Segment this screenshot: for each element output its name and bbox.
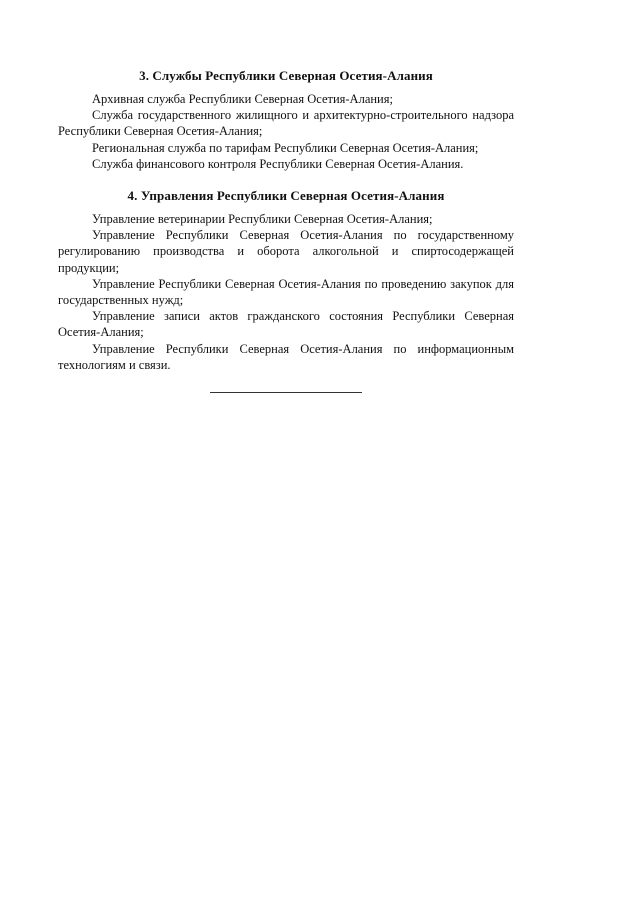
section-heading: 3. Службы Республики Северная Осетия-Алания [139, 68, 433, 83]
list-item: Региональная служба по тарифам Республики Северная Осетия-Алания; [92, 140, 479, 155]
list-item: Служба финансового контроля Республики Северная Осетия-Алания. [92, 156, 464, 171]
list-item: Управление Республики Северная Осетия-Алания по информационным технологиям и связи. [58, 341, 514, 372]
list-item: Служба государственного жилищного и архитектурно-строительного надзора Республики Северная Осетия-Алания; [58, 108, 514, 139]
list-item: Архивная служба Республики Северная Осетия-Алания; [92, 92, 393, 106]
section-departments [58, 187, 514, 373]
list-item: Управление ветеринарии Республики Северная Осетия-Алания; [92, 212, 433, 226]
list-item: Управление записи актов гражданского состояния Республики Северная Осетия-Алания; [58, 309, 514, 340]
end-divider-line [210, 392, 362, 393]
section-services [58, 67, 514, 172]
list-item: Управление Республики Северная Осетия-Алания по проведению закупок для государственных нужд; [58, 276, 514, 308]
list-item: Управление Республики Северная Осетия-Алания по государственному регулированию производства и оборота алкогольной и спиртосодержащей продукции; [58, 228, 514, 275]
section-heading: 4. Управления Республики Северная Осетия-Алания [127, 188, 445, 203]
